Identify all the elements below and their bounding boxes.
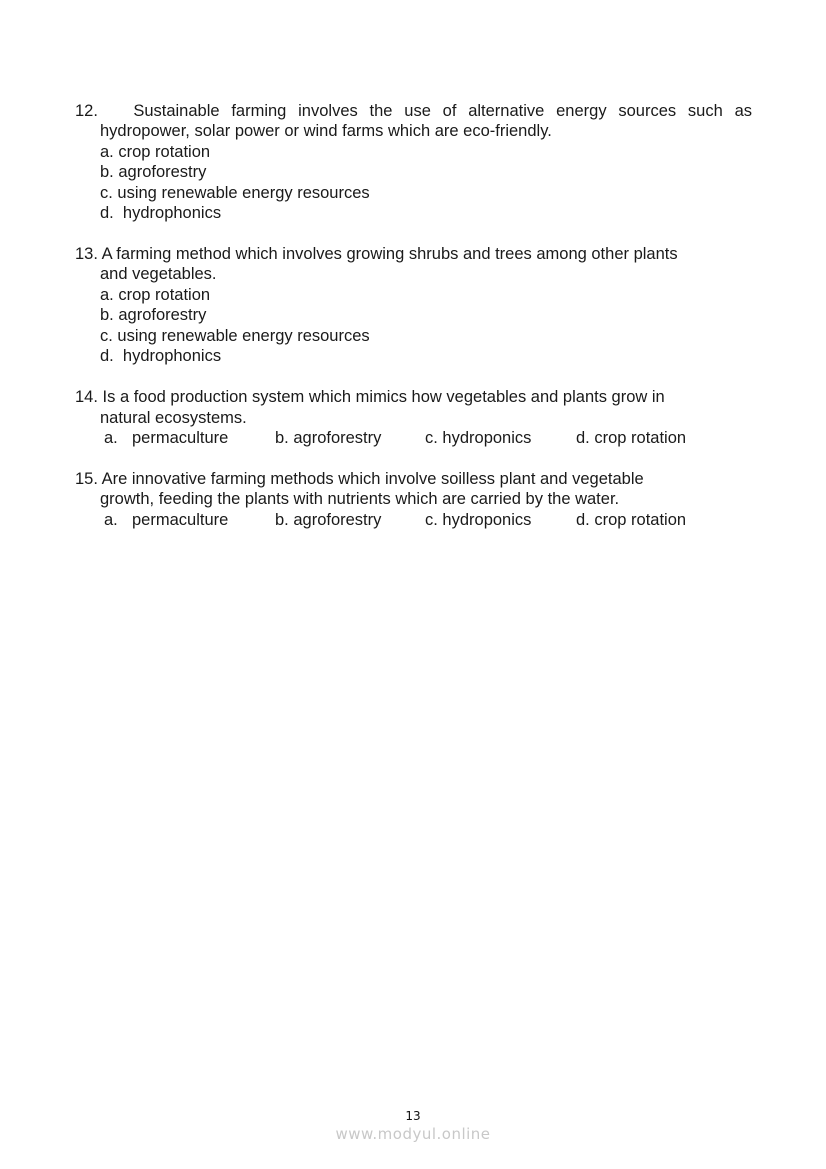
option-b: b. agroforestry bbox=[100, 306, 207, 324]
question-text: Sustainable farming involves the use of alternative energy sources such as bbox=[133, 102, 752, 120]
option-b: b. agroforestry bbox=[275, 511, 382, 529]
option-a-label: a. bbox=[104, 511, 118, 529]
question-12-line1 bbox=[75, 101, 752, 121]
question-15-line2: growth, feeding the plants with nutrients which are carried by the water. bbox=[100, 490, 620, 508]
option-a: permaculture bbox=[132, 511, 229, 529]
page-number: 13 bbox=[405, 1109, 421, 1123]
option-c: c. using renewable energy resources bbox=[100, 327, 370, 345]
question-15-line1 bbox=[75, 469, 644, 489]
option-d: d. crop rotation bbox=[576, 429, 687, 447]
option-a: a. crop rotation bbox=[100, 286, 211, 304]
watermark: www.modyul.online bbox=[335, 1125, 491, 1143]
option-d: d. crop rotation bbox=[576, 511, 687, 529]
option-c: c. using renewable energy resources bbox=[100, 184, 370, 202]
option-a: permaculture bbox=[132, 429, 229, 447]
question-12-line2: hydropower, solar power or wind farms which are eco-friendly. bbox=[100, 122, 552, 140]
option-a: a. crop rotation bbox=[100, 143, 211, 161]
option-b: b. agroforestry bbox=[275, 429, 382, 447]
question-14-line2: natural ecosystems. bbox=[100, 409, 247, 427]
option-d: d. hydrophonics bbox=[100, 347, 222, 365]
question-number: 14. bbox=[75, 388, 98, 406]
question-text: A farming method which involves growing shrubs and trees among other plants bbox=[101, 245, 678, 263]
question-number: 15. bbox=[75, 470, 98, 488]
option-b: b. agroforestry bbox=[100, 163, 207, 181]
question-13-line2: and vegetables. bbox=[100, 265, 217, 283]
question-text: Is a food production system which mimics how vegetables and plants grow in bbox=[102, 388, 665, 406]
question-number: 12. bbox=[75, 102, 98, 120]
question-number: 13. bbox=[75, 245, 98, 263]
question-13-line1 bbox=[75, 244, 678, 264]
option-a-label: a. bbox=[104, 429, 118, 447]
option-c: c. hydroponics bbox=[425, 511, 532, 529]
option-d: d. hydrophonics bbox=[100, 204, 222, 222]
question-14-line1 bbox=[75, 387, 665, 407]
option-c: c. hydroponics bbox=[425, 429, 532, 447]
question-text: Are innovative farming methods which involve soilless plant and vegetable bbox=[101, 470, 644, 488]
